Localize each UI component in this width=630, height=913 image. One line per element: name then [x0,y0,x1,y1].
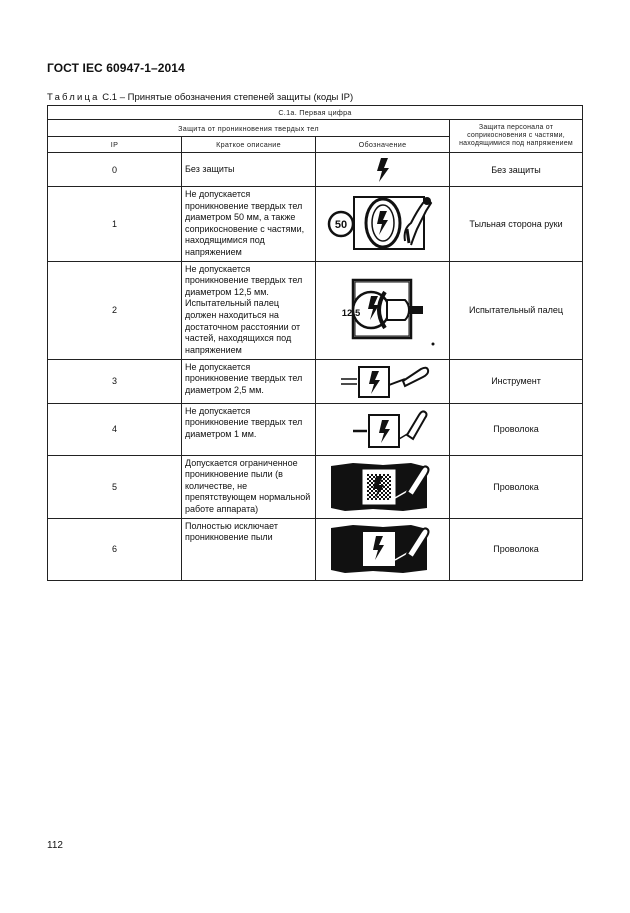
personnel-protection: Тыльная сторона руки [450,187,583,262]
hand-size-label: 50 [334,218,347,231]
row-symbol [316,518,450,580]
row-symbol [316,359,450,403]
personnel-protection: Испытательный палец [450,261,583,359]
finger-size-label: 12,5 [341,308,360,320]
ip-code: 0 [48,153,182,187]
ip-code: 6 [48,518,182,580]
ip-code: 1 [48,187,182,262]
ip-code: 5 [48,455,182,518]
row-description: Не допускается проникновение твердых тел диаметром 50 мм, а также соприкосновение с частями, находящимися под напряжением [182,187,316,262]
row-symbol [316,455,450,518]
test-finger-icon [323,264,443,356]
ip-code: 4 [48,403,182,455]
wire-icon [327,405,439,453]
table-subtitle: С.1а. Первая цифра [48,106,583,120]
column-header-ip: IP [48,137,182,153]
personnel-protection: Без защиты [450,153,583,187]
row-symbol [316,261,450,359]
table-caption-text: С.1 – Принятые обозначения степеней защиты (коды IP) [102,92,354,103]
group-header-row [48,120,583,137]
table-caption [47,92,353,103]
table-caption-label: Таблица [47,92,100,103]
table-row [48,518,583,580]
personnel-protection: Проволока [450,403,583,455]
tool-icon [327,361,439,401]
no-protection-icon [363,155,403,185]
row-description: Не допускается проникновение твердых тел диаметром 2,5 мм. [182,359,316,403]
row-description: Полностью исключает проникновение пыли [182,518,316,580]
dust-tight-icon [323,520,443,578]
personnel-protection-header: Защита персонала от соприкосновения с частями, находящимися под напряжением [450,120,583,153]
table-row [48,455,583,518]
ip-code: 2 [48,261,182,359]
table-subtitle-row [48,106,583,120]
back-of-hand-icon [327,189,439,259]
solids-protection-header: Защита от проникновения твердых тел [48,120,450,137]
table-row [48,403,583,455]
document-code: ГОСТ IEC 60947-1–2014 [47,61,185,75]
row-symbol [316,153,450,187]
ip-code: 3 [48,359,182,403]
personnel-protection: Инструмент [450,359,583,403]
dust-protected-icon [323,458,443,516]
ip-codes-table [47,105,583,581]
row-description: Допускается ограниченное проникновение пыли (в количестве, не препятствующем нормальной работе аппарата) [182,455,316,518]
personnel-protection: Проволока [450,518,583,580]
column-header-description: Краткое описание [182,137,316,153]
table-row [48,187,583,262]
row-description: Не допускается проникновение твердых тел диаметром 12,5 мм. Испытательный палец должен находиться на достаточном расстоянии от частей, находящихся под напряжением [182,261,316,359]
row-description: Без защиты [182,153,316,187]
table-row [48,153,583,187]
column-header-symbol: Обозначение [316,137,450,153]
row-symbol [316,403,450,455]
row-description: Не допускается проникновение твердых тел диаметром 1 мм. [182,403,316,455]
personnel-protection: Проволока [450,455,583,518]
row-symbol [316,187,450,262]
table-row [48,359,583,403]
table-row [48,261,583,359]
page-number: 112 [47,840,63,851]
